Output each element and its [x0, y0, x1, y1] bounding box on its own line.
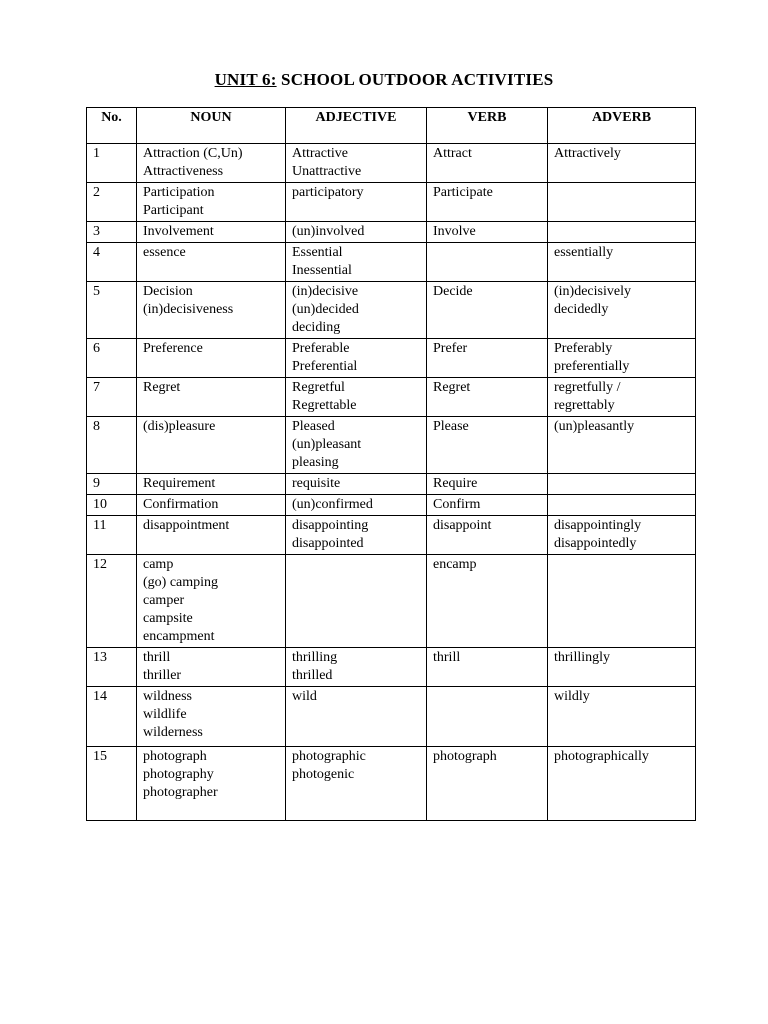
- table-row: [87, 144, 696, 183]
- adverb-entry: photographically: [554, 749, 649, 764]
- table-row: [87, 474, 696, 495]
- cell-adjective: [286, 516, 427, 555]
- header-no: No.: [87, 108, 137, 144]
- cell-no: 2: [87, 183, 137, 222]
- noun-entry: photograph: [143, 749, 207, 764]
- adjective-entry: Preferable: [292, 341, 350, 356]
- noun-entry: Participation: [143, 185, 215, 200]
- adjective-entry: (un)pleasant: [292, 437, 362, 452]
- cell-adjective: [286, 747, 427, 821]
- noun-entry: camp: [143, 557, 174, 572]
- verb-entry: Prefer: [433, 341, 468, 356]
- cell-adjective: [286, 339, 427, 378]
- cell-verb: [427, 555, 548, 648]
- noun-entry: photography: [143, 767, 214, 782]
- adjective-entry: Unattractive: [292, 164, 362, 179]
- adjective-entry: Preferential: [292, 359, 358, 374]
- adjective-entry: thrilling: [292, 650, 338, 665]
- cell-adjective: [286, 243, 427, 282]
- adjective-entry: disappointing: [292, 518, 369, 533]
- table-row: [87, 243, 696, 282]
- table-header-row: [87, 108, 696, 144]
- adverb-entry: (in)decisively: [554, 284, 631, 299]
- cell-adverb: [548, 144, 696, 183]
- adjective-entry: Pleased: [292, 419, 335, 434]
- cell-verb: [427, 183, 548, 222]
- cell-no: 7: [87, 378, 137, 417]
- cell-no: 9: [87, 474, 137, 495]
- table-row: [87, 516, 696, 555]
- cell-adjective: [286, 495, 427, 516]
- cell-noun: [137, 516, 286, 555]
- cell-noun: [137, 495, 286, 516]
- cell-noun: [137, 687, 286, 747]
- verb-entry: Please: [433, 419, 469, 434]
- cell-verb: [427, 648, 548, 687]
- noun-entry: (in)decisiveness: [143, 302, 234, 317]
- table-row: [87, 417, 696, 474]
- page-title: [0, 70, 768, 90]
- noun-entry: campsite: [143, 611, 193, 626]
- adjective-entry: Inessential: [292, 263, 352, 278]
- cell-adverb: [548, 648, 696, 687]
- verb-entry: Attract: [433, 146, 472, 161]
- verb-entry: Decide: [433, 284, 473, 299]
- cell-noun: [137, 378, 286, 417]
- verb-entry: Require: [433, 476, 478, 491]
- cell-no: 4: [87, 243, 137, 282]
- header-verb: VERB: [427, 108, 548, 144]
- cell-adverb: [548, 222, 696, 243]
- adverb-entry: disappointedly: [554, 536, 637, 551]
- cell-adverb: [548, 687, 696, 747]
- cell-adjective: [286, 474, 427, 495]
- cell-adjective: [286, 648, 427, 687]
- cell-verb: [427, 516, 548, 555]
- header-noun: NOUN: [137, 108, 286, 144]
- cell-verb: [427, 243, 548, 282]
- table-row: [87, 747, 696, 821]
- noun-entry: photographer: [143, 785, 218, 800]
- adjective-entry: Essential: [292, 245, 343, 260]
- adjective-entry: (un)confirmed: [292, 497, 373, 512]
- cell-no: 3: [87, 222, 137, 243]
- table-row: [87, 222, 696, 243]
- verb-entry: thrill: [433, 650, 461, 665]
- table-row: [87, 555, 696, 648]
- table-row: [87, 282, 696, 339]
- cell-adverb: [548, 183, 696, 222]
- cell-noun: [137, 474, 286, 495]
- cell-noun: [137, 222, 286, 243]
- verb-entry: Confirm: [433, 497, 481, 512]
- cell-adjective: [286, 555, 427, 648]
- cell-adverb: [548, 339, 696, 378]
- noun-entry: Decision: [143, 284, 193, 299]
- cell-adverb: [548, 516, 696, 555]
- cell-adjective: [286, 183, 427, 222]
- table-body: [87, 144, 696, 821]
- cell-verb: [427, 474, 548, 495]
- cell-no: 13: [87, 648, 137, 687]
- noun-entry: wilderness: [143, 725, 203, 740]
- noun-entry: disappointment: [143, 518, 230, 533]
- adjective-entry: participatory: [292, 185, 364, 200]
- adjective-entry: (in)decisive: [292, 284, 359, 299]
- cell-adverb: [548, 282, 696, 339]
- noun-entry: Preference: [143, 341, 203, 356]
- table-row: [87, 183, 696, 222]
- cell-verb: [427, 282, 548, 339]
- cell-adverb: [548, 474, 696, 495]
- table-row: [87, 687, 696, 747]
- cell-verb: [427, 222, 548, 243]
- cell-adverb: [548, 747, 696, 821]
- adverb-entry: decidedly: [554, 302, 609, 317]
- cell-adjective: [286, 417, 427, 474]
- adverb-entry: regrettably: [554, 398, 615, 413]
- cell-no: 8: [87, 417, 137, 474]
- verb-entry: Participate: [433, 185, 493, 200]
- cell-verb: [427, 495, 548, 516]
- noun-entry: thrill: [143, 650, 171, 665]
- adjective-entry: Regrettable: [292, 398, 357, 413]
- cell-noun: [137, 282, 286, 339]
- cell-no: 5: [87, 282, 137, 339]
- verb-entry: Involve: [433, 224, 476, 239]
- cell-verb: [427, 339, 548, 378]
- verb-entry: disappoint: [433, 518, 492, 533]
- table-row: [87, 339, 696, 378]
- adverb-entry: wildly: [554, 689, 590, 704]
- adverb-entry: essentially: [554, 245, 614, 260]
- cell-no: 12: [87, 555, 137, 648]
- adjective-entry: Regretful: [292, 380, 345, 395]
- cell-noun: [137, 243, 286, 282]
- noun-entry: wildness: [143, 689, 192, 704]
- adverb-entry: thrillingly: [554, 650, 610, 665]
- cell-adverb: [548, 417, 696, 474]
- cell-adverb: [548, 243, 696, 282]
- cell-noun: [137, 555, 286, 648]
- adverb-entry: preferentially: [554, 359, 630, 374]
- adverb-entry: Attractively: [554, 146, 621, 161]
- cell-verb: [427, 747, 548, 821]
- adjective-entry: pleasing: [292, 455, 339, 470]
- noun-entry: camper: [143, 593, 185, 608]
- cell-adjective: [286, 222, 427, 243]
- adverb-entry: regretfully /: [554, 380, 621, 395]
- noun-entry: thriller: [143, 668, 182, 683]
- cell-no: 14: [87, 687, 137, 747]
- cell-noun: [137, 144, 286, 183]
- cell-no: 11: [87, 516, 137, 555]
- table-row: [87, 378, 696, 417]
- adjective-entry: requisite: [292, 476, 341, 491]
- cell-adjective: [286, 378, 427, 417]
- cell-verb: [427, 417, 548, 474]
- cell-noun: [137, 183, 286, 222]
- cell-no: 10: [87, 495, 137, 516]
- noun-entry: wildlife: [143, 707, 187, 722]
- cell-adverb: [548, 555, 696, 648]
- adjective-entry: photogenic: [292, 767, 355, 782]
- cell-noun: [137, 747, 286, 821]
- adverb-entry: Preferably: [554, 341, 613, 356]
- cell-adjective: [286, 144, 427, 183]
- adjective-entry: (un)involved: [292, 224, 365, 239]
- adjective-entry: wild: [292, 689, 317, 704]
- cell-verb: [427, 687, 548, 747]
- noun-entry: encampment: [143, 629, 215, 644]
- cell-verb: [427, 378, 548, 417]
- adjective-entry: photographic: [292, 749, 366, 764]
- adjective-entry: Attractive: [292, 146, 348, 161]
- adjective-entry: deciding: [292, 320, 341, 335]
- adverb-entry: disappointingly: [554, 518, 642, 533]
- noun-entry: Confirmation: [143, 497, 219, 512]
- cell-verb: [427, 144, 548, 183]
- noun-entry: (go) camping: [143, 575, 219, 590]
- word-forms-table: [86, 107, 696, 821]
- cell-no: 15: [87, 747, 137, 821]
- cell-no: 1: [87, 144, 137, 183]
- adjective-entry: disappointed: [292, 536, 364, 551]
- noun-entry: Requirement: [143, 476, 216, 491]
- cell-adverb: [548, 495, 696, 516]
- noun-entry: Regret: [143, 380, 181, 395]
- title-text: SCHOOL OUTDOOR ACTIVITIES: [276, 70, 554, 89]
- verb-entry: encamp: [433, 557, 477, 572]
- cell-adjective: [286, 282, 427, 339]
- cell-noun: [137, 417, 286, 474]
- title-unit: UNIT 6:: [214, 70, 277, 89]
- adjective-entry: thrilled: [292, 668, 333, 683]
- verb-entry: photograph: [433, 749, 497, 764]
- table-row: [87, 648, 696, 687]
- header-adjective: ADJECTIVE: [286, 108, 427, 144]
- noun-entry: Attraction (C,Un): [143, 146, 243, 161]
- cell-noun: [137, 339, 286, 378]
- header-adverb: ADVERB: [548, 108, 696, 144]
- cell-noun: [137, 648, 286, 687]
- noun-entry: Attractiveness: [143, 164, 224, 179]
- adjective-entry: (un)decided: [292, 302, 359, 317]
- verb-entry: Regret: [433, 380, 471, 395]
- cell-adjective: [286, 687, 427, 747]
- noun-entry: Participant: [143, 203, 204, 218]
- noun-entry: Involvement: [143, 224, 214, 239]
- table-row: [87, 495, 696, 516]
- noun-entry: essence: [143, 245, 186, 260]
- adverb-entry: (un)pleasantly: [554, 419, 635, 434]
- cell-no: 6: [87, 339, 137, 378]
- cell-adverb: [548, 378, 696, 417]
- noun-entry: (dis)pleasure: [143, 419, 216, 434]
